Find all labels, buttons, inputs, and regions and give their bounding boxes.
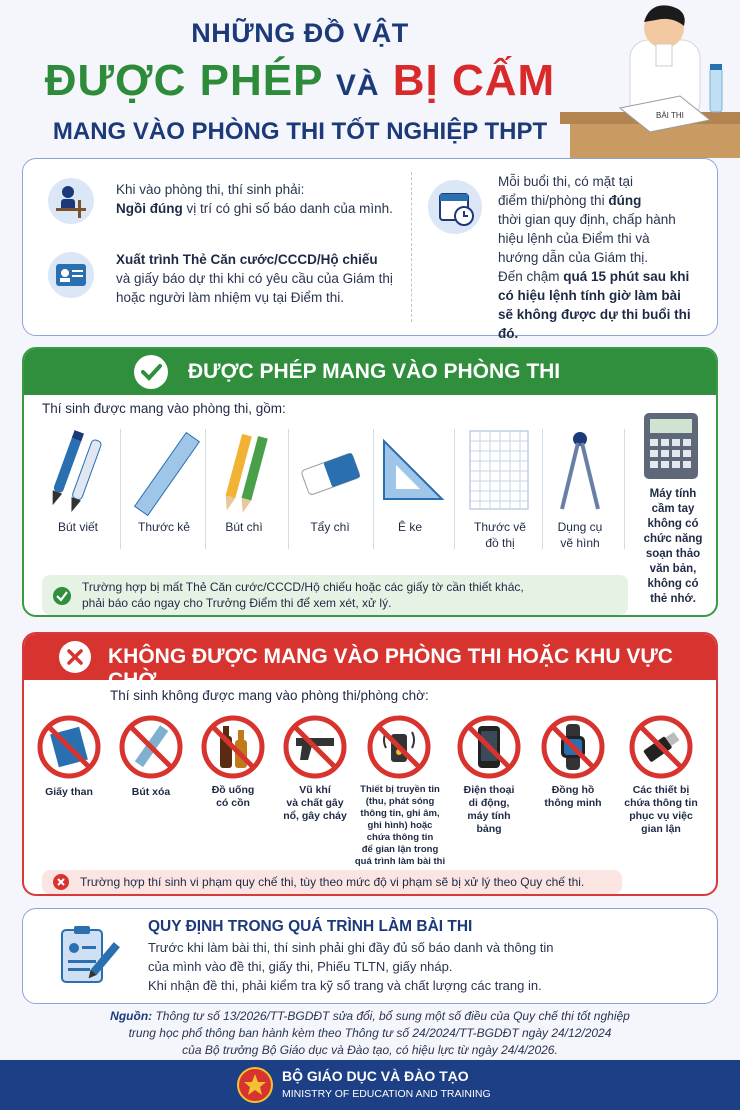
header-line1: NHỮNG ĐỒ VẬT [191, 18, 409, 48]
header-and: VÀ [335, 69, 380, 102]
footer-org: BỘ GIÁO DỤC VÀ ĐÀO TẠO [282, 1068, 469, 1084]
intro-left-2: Xuất trình Thẻ Căn cước/CCCD/Hộ chiếu và giấy báo dự thi khi có yêu cầu của Giám thị hoặc người làm nhiệm vụ tại Điểm thi. [116, 252, 393, 305]
x-small-icon [52, 873, 70, 891]
banned-carbon-label: Giấy than [45, 786, 93, 798]
rules-title: QUY ĐỊNH TRONG QUÁ TRÌNH LÀM BÀI THI [148, 918, 473, 935]
national-emblem-icon [236, 1066, 274, 1104]
usb-drive-icon [628, 714, 694, 780]
item-graph-ruler-label: Thước vẽ đồ thị [474, 520, 526, 550]
eraser-icon [298, 445, 364, 505]
rules-text: Trước khi làm bài thi, thí sinh phải ghi đầy đủ số báo danh và thông tin của mình vào đề thi, giấy thi, Phiếu TLTN, giấy nháp. Khi nhận đề thi, phải kiểm tra kỹ số trang và chất lượng các trang in. [148, 940, 554, 993]
banned-device-label: Các thiết bị chứa thông tin phục vụ việc gian lận [624, 784, 698, 835]
divider [120, 429, 121, 549]
divider [288, 429, 289, 549]
item-set-square-label: Ê ke [397, 520, 422, 534]
allowed-title: ĐƯỢC PHÉP MANG VÀO PHÒNG THI [188, 360, 561, 383]
intro-divider [411, 172, 412, 322]
divider [624, 429, 625, 549]
intro-left-1: Khi vào phòng thi, thí sinh phải: Ngồi đúng vị trí có ghi số báo danh của mình. [116, 182, 393, 216]
banned-transmitter-label: Thiết bị truyền tin (thu, phát sóng thông tin, ghi âm, ghi hình) hoặc chứa thông tin để gian lận trong quá trình làm bài thi [354, 784, 446, 867]
allowed-section [22, 347, 718, 617]
clipboard-icon [52, 920, 122, 990]
item-ruler-label: Thước kẻ [138, 520, 190, 534]
item-eraser-label: Tẩy chì [310, 520, 350, 534]
set-square-icon [378, 435, 448, 505]
student-illustration [560, 0, 740, 158]
compass-icon [548, 429, 612, 519]
smartwatch-icon [540, 714, 606, 780]
source-note: Nguồn: Thông tư số 13/2026/TT-BGDĐT sửa đổi, bổ sung một số điều của Quy chế thi tốt nghiệp trung học phổ thông ban hành kèm theo Thông tư số 24/2024/TT-BGDĐT ngày 24/12/2024 của Bộ trưởng Bộ Giáo dục và Đào tạo, có hiệu lực từ ngày 24/4/2026. [110, 1009, 630, 1057]
graph-paper-icon [468, 429, 532, 513]
alcohol-icon [200, 714, 266, 780]
pen-icon [46, 429, 116, 519]
id-card-icon [48, 252, 94, 298]
banned-correction-label: Bút xóa [131, 786, 171, 798]
transmitter-icon [366, 714, 432, 780]
banned-watch-label: Đồng hồ thông minh [544, 784, 602, 809]
item-compass-label: Dụng cụ vẽ hình [557, 520, 603, 550]
banned-alcohol-label: Đồ uống có cồn [211, 784, 255, 809]
calendar-clock-icon [428, 180, 482, 234]
pencil-icon [214, 429, 284, 519]
banned-weapon-label: Vũ khí và chất gây nổ, gây cháy [283, 784, 347, 822]
header-banned: BỊ CẤM [392, 56, 556, 105]
svg-text:BÀI THI: BÀI THI [656, 111, 684, 120]
check-circle-icon [52, 586, 72, 606]
footer-org-en: MINISTRY OF EDUCATION AND TRAINING [282, 1088, 491, 1100]
weapon-icon [282, 714, 348, 780]
banned-phone-label: Điện thoại di động, máy tính bảng [463, 784, 515, 835]
banned-intro: Thí sinh không được mang vào phòng thi/phòng chờ: [110, 688, 429, 703]
intro-right: Mỗi buổi thi, có mặt tại điểm thi/phòng thi đúng thời gian quy định, chấp hành hiệu lệnh của Điểm thi và hướng dẫn của Giám thị. Đến chậm quá 15 phút sau khi có hiệu lệnh tính giờ làm bài sẽ không được dự thi buổi thi đó. [498, 174, 691, 341]
ruler-icon [132, 429, 202, 519]
calculator-icon [642, 411, 700, 481]
banned-note-text: Trường hợp thí sinh vi phạm quy chế thi, tùy theo mức độ vi phạm sẽ bị xử lý theo Quy chế thi. [80, 875, 585, 889]
header-allowed: ĐƯỢC PHÉP [44, 56, 323, 105]
banned-section [22, 632, 718, 896]
calculator-label: Máy tính cầm tay không có chức năng soạn thảo văn bản, không có thẻ nhớ. [643, 488, 703, 605]
correction-pen-icon [118, 714, 184, 780]
allowed-note-text: Trường hợp bị mất Thẻ Căn cước/CCCD/Hộ chiếu hoặc các giấy tờ cần thiết khác, phải báo cáo ngay cho Trưởng Điểm thi để xem xét, xử lý. [82, 580, 524, 610]
item-pencil-label: Bút chì [225, 520, 263, 534]
check-icon [134, 355, 168, 389]
header-line2 [0, 56, 600, 106]
student-desk-icon [48, 178, 94, 224]
item-pen-label: Bút viết [57, 520, 99, 534]
carbon-paper-icon [36, 714, 102, 780]
banned-title: KHÔNG ĐƯỢC MANG VÀO PHÒNG THI HOẶC KHU VỰC CHỜ [108, 645, 673, 692]
allowed-intro: Thí sinh được mang vào phòng thi, gồm: [42, 401, 286, 416]
x-circle-icon [58, 640, 92, 674]
header-line3: MANG VÀO PHÒNG THI TỐT NGHIỆP THPT [52, 118, 548, 145]
divider [454, 429, 455, 549]
phone-icon [456, 714, 522, 780]
